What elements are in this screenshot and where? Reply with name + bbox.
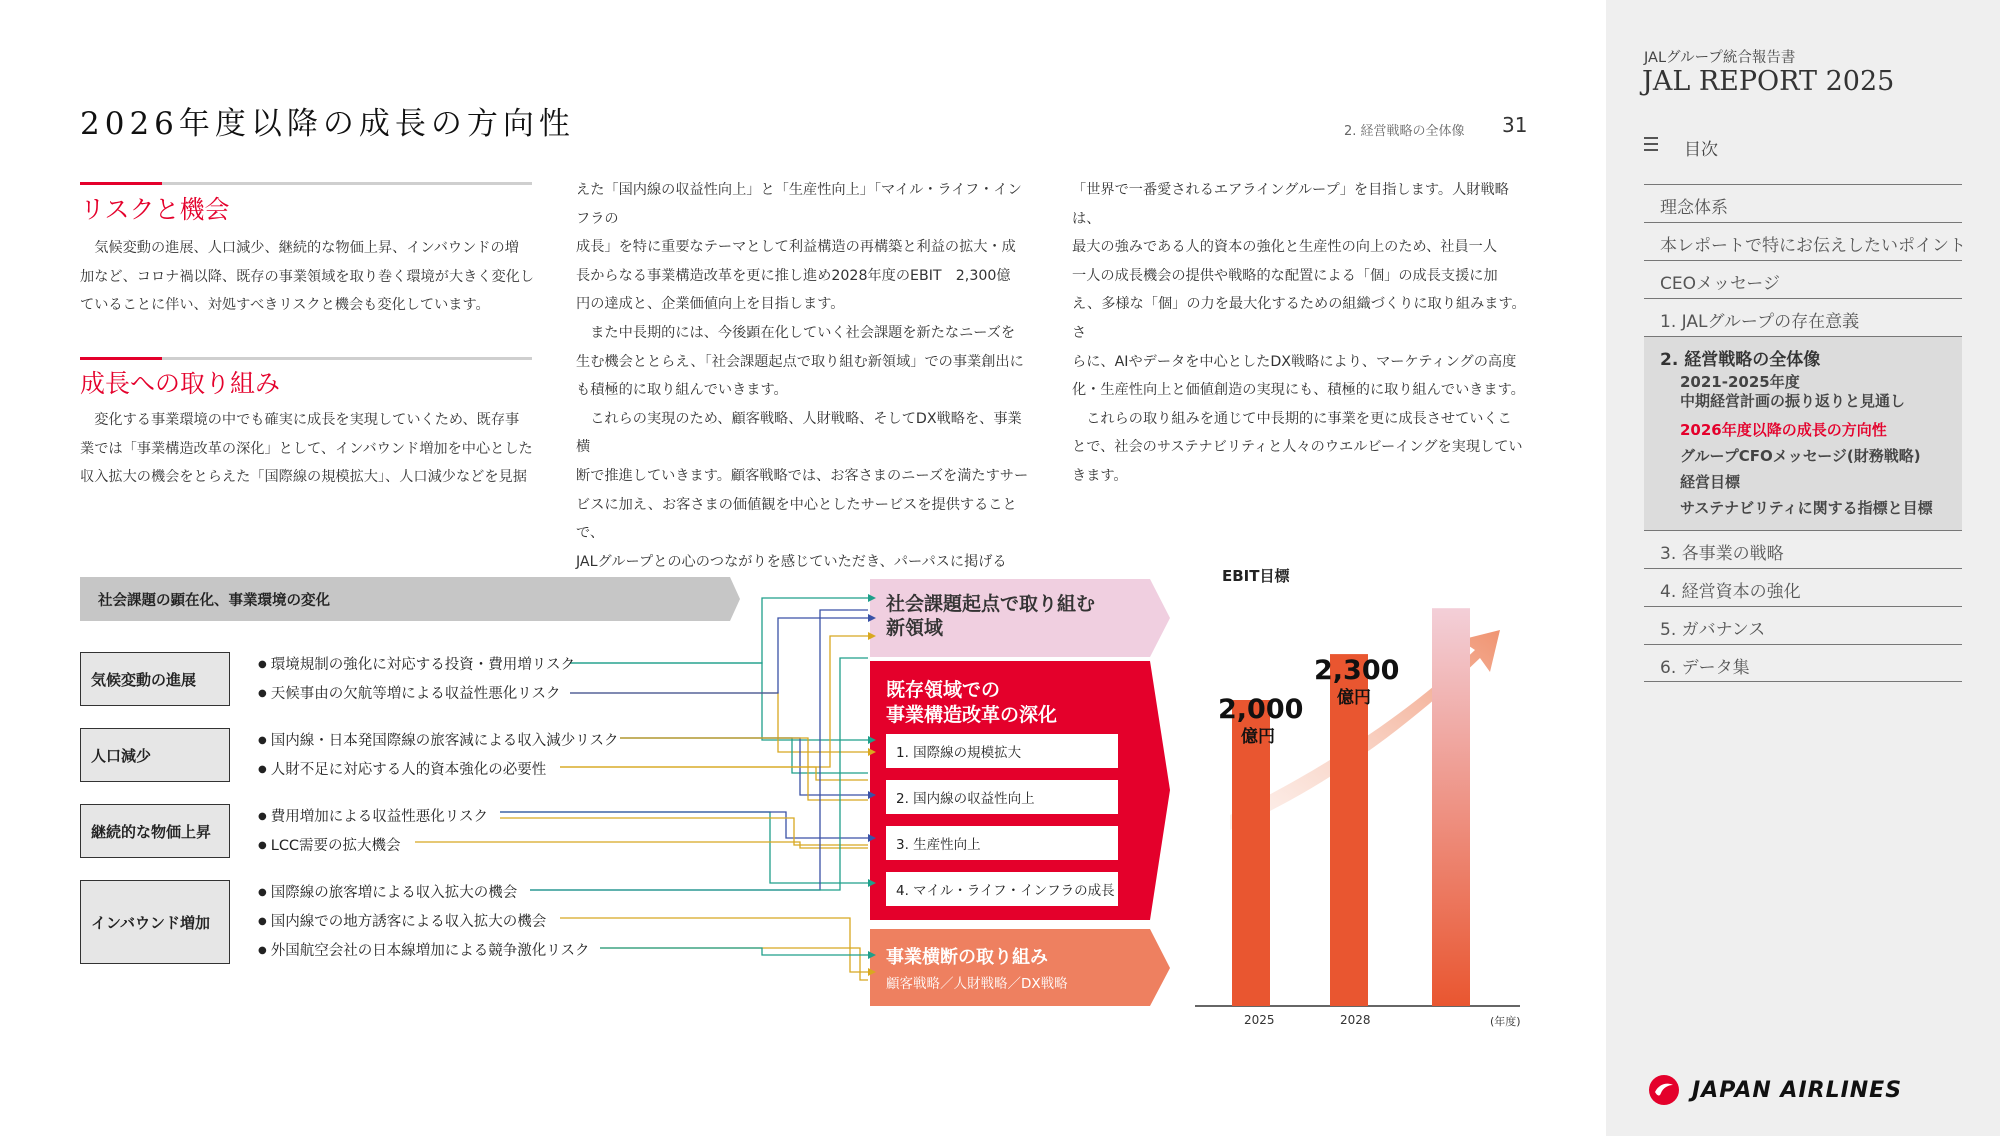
category-inbound: インバウンド増加: [80, 880, 230, 964]
section-reference: 2. 経営戦略の全体像: [1344, 124, 1465, 139]
x-tick-label: 2028: [1340, 1013, 1371, 1027]
issue-banner-label: 社会課題の顕在化、事業環境の変化: [98, 593, 330, 609]
text-line: 生む機会ととらえ、「社会課題起点で取り組む新領域」での事業創出に: [576, 353, 1024, 370]
reform-item: 1. 国際線の規模拡大: [886, 734, 1118, 768]
report-subtitle: JALグループ統合報告書: [1644, 50, 1796, 66]
toc-subitem[interactable]: サステナビリティに関する指標と目標: [1680, 499, 1933, 517]
toc-item[interactable]: [1644, 260, 1962, 298]
toc-subitem[interactable]: 中期経営計画の振り返りと見通し: [1680, 392, 1906, 410]
risk-bullet: ● 天候事由の欠航等増による収益性悪化リスク: [258, 682, 560, 703]
toc-active-label[interactable]: 2. 経営戦略の全体像: [1660, 350, 1821, 370]
toc-item-label[interactable]: 3. 各事業の戦略: [1660, 544, 1784, 564]
toc-item-label[interactable]: 1. JALグループの存在意義: [1660, 312, 1860, 332]
toc-item-label[interactable]: 本レポートで特にお伝えしたいポイント: [1660, 236, 1966, 256]
reform-item: 4. マイル・ライフ・インフラの成長: [886, 872, 1118, 906]
text-line: 最大の強みである人的資本の強化と生産性の向上のため、社員一人: [1072, 239, 1498, 256]
x-tick-label: 2025: [1244, 1013, 1275, 1027]
bar-value-label: 2,000: [1218, 694, 1304, 725]
risk-bullet: ● 人財不足に対応する人的資本強化の必要性: [258, 758, 546, 779]
reform-line: 既存領域での: [886, 679, 1001, 701]
risk-bullet: ● LCC需要の拡大機会: [258, 834, 401, 855]
toc-label[interactable]: 目次: [1684, 140, 1718, 160]
text-line: 加など、コロナ禍以降、既存の事業領域を取り巻く環境が大きく変化し: [80, 268, 535, 285]
toc-subitem[interactable]: グループCFOメッセージ(財務戦略): [1680, 447, 1921, 465]
risk-bullet: ● 国際線の旅客増による収入拡大の機会: [258, 881, 517, 902]
text-line: も積極的に取り組んでいきます。: [576, 382, 788, 399]
crane-logo-icon: [1648, 1074, 1680, 1106]
new-domain-line: 新領域: [886, 617, 944, 639]
text-line: 化・生産性向上と価値創造の実現にも、積極的に取り組んでいきます。: [1072, 382, 1525, 399]
airline-logo-text: JAPAN AIRLINES: [1692, 1078, 1903, 1103]
risk-bullet: ● 環境規制の強化に対応する投資・費用増リスク: [258, 653, 575, 674]
toc-item[interactable]: [1644, 568, 1962, 606]
toc-subitem-current[interactable]: 2026年度以降の成長の方向性: [1680, 421, 1887, 439]
text-line: 業では「事業構造改革の深化」として、インバウンド増加を中心とした: [80, 440, 533, 457]
text-line: これらの実現のため、顧客戦略、人財戦略、そしてDX戦略を、事業横: [576, 410, 1022, 456]
category-inflation: 継続的な物価上昇: [80, 804, 230, 858]
text-line: 気候変動の進展、人口減少、継続的な物価上昇、インバウンドの増: [94, 240, 519, 256]
issue-banner: [80, 577, 740, 621]
page-number: 31: [1502, 113, 1528, 137]
text-line: え、多様な「個」の力を最大化するための組織づくりに取り組みます。さ: [1072, 296, 1526, 341]
bar-unit-label: 億円: [1337, 688, 1371, 708]
toc-item-active[interactable]: [1644, 336, 1962, 530]
reform-label: [886, 678, 1057, 728]
text-line: これらの取り組みを通じて中長期的に事業を更に成長させていくこ: [1086, 410, 1512, 427]
text-line: 変化する事業環境の中でも確実に成長を実現していくため、既存事: [94, 412, 520, 428]
toc-item[interactable]: [1644, 298, 1962, 336]
text-line: きます。: [1072, 467, 1128, 484]
risk-heading: リスクと機会: [80, 195, 230, 224]
toc-item-label[interactable]: CEOメッセージ: [1660, 274, 1780, 294]
toc-item[interactable]: [1644, 184, 1962, 222]
text-line: JALグループとの心のつながりを感じていただき、パーパスに掲げる: [576, 553, 1007, 570]
toc-item-label[interactable]: 5. ガバナンス: [1660, 620, 1766, 640]
toc-item-label[interactable]: 4. 経営資本の強化: [1660, 582, 1801, 602]
text-line: ていることに伴い、対処すべきリスクと機会も変化しています。: [80, 297, 490, 314]
toc-item[interactable]: [1644, 606, 1962, 644]
cross-title: 事業横断の取り組み: [886, 947, 1048, 968]
toc-subitem[interactable]: 経営目標: [1680, 473, 1741, 491]
text-line: 断で推進していきます。顧客戦略では、お客さまのニーズを満たすサー: [576, 467, 1029, 484]
text-line: 一人の成長機会の提供や戦略的な配置による「個」の成長支援に加: [1072, 267, 1498, 284]
category-population: 人口減少: [80, 728, 230, 782]
risk-bullet: ● 国内線・日本発国際線の旅客減による収入減少リスク: [258, 729, 618, 750]
report-title: JAL REPORT 2025: [1642, 66, 1895, 97]
ebit-chart-title: EBIT目標: [1222, 567, 1290, 585]
toc-subitem[interactable]: 2021-2025年度: [1680, 373, 1800, 391]
text-line: ビスに加え、お客さまの価値観を中心としたサービスを提供することで、: [576, 496, 1017, 542]
toc-item[interactable]: [1644, 644, 1962, 682]
text-line: とで、社会のサステナビリティと人々のウエルビーイングを実現してい: [1072, 439, 1523, 456]
text-line: らに、AIやデータを中心としたDX戦略により、マーケティングの高度: [1072, 353, 1517, 370]
category-climate: 気候変動の進展: [80, 652, 230, 706]
risk-bullet: ● 費用増加による収益性悪化リスク: [258, 805, 488, 826]
cross-subtitle: 顧客戦略／人財戦略／DX戦略: [886, 976, 1068, 992]
text-line: 長からなる事業構造改革を更に推し進め2028年度のEBIT 2,300億: [576, 267, 1011, 284]
toc-item-label[interactable]: 理念体系: [1660, 198, 1728, 218]
page-title: 2026年度以降の成長の方向性: [80, 106, 575, 142]
toc-item[interactable]: [1644, 222, 1966, 260]
text-line: えた「国内線の収益性向上」と「生産性向上」「マイル・ライフ・インフラの: [576, 182, 1022, 227]
text-line: また中長期的には、今後顕在化していく社会課題を新たなニーズを: [590, 324, 1016, 341]
text-line: 「世界で一番愛されるエアライングループ」を目指します。人財戦略は、: [1072, 182, 1509, 227]
growth-heading: 成長への取り組み: [80, 369, 281, 398]
bar-unit-label: 億円: [1241, 727, 1275, 747]
risk-bullet: ● 外国航空会社の日本線増加による競争激化リスク: [258, 939, 589, 960]
toc-item[interactable]: [1644, 530, 1962, 568]
reform-line: 事業構造改革の深化: [886, 704, 1058, 726]
text-line: 収入拡大の機会をとらえた「国際線の規模拡大」、人口減少などを見据: [80, 469, 527, 486]
toc-item-label[interactable]: 6. データ集: [1660, 658, 1750, 678]
ebit-bar-future: [1432, 608, 1470, 1006]
menu-icon[interactable]: [1644, 137, 1658, 155]
reform-item: 2. 国内線の収益性向上: [886, 780, 1118, 814]
bar-value-label: 2,300: [1314, 655, 1400, 686]
reform-item: 3. 生産性向上: [886, 826, 1118, 860]
x-axis-unit: (年度): [1490, 1015, 1521, 1028]
text-line: 円の達成と、企業価値向上を目指します。: [576, 296, 845, 313]
text-line: 成長」を特に重要なテーマとして利益構造の再構築と利益の拡大・成: [576, 239, 1016, 256]
new-domain-label: [886, 592, 1095, 640]
risk-bullet: ● 国内線での地方誘客による収入拡大の機会: [258, 910, 546, 931]
new-domain-line: 社会課題起点で取り組む: [886, 593, 1096, 615]
